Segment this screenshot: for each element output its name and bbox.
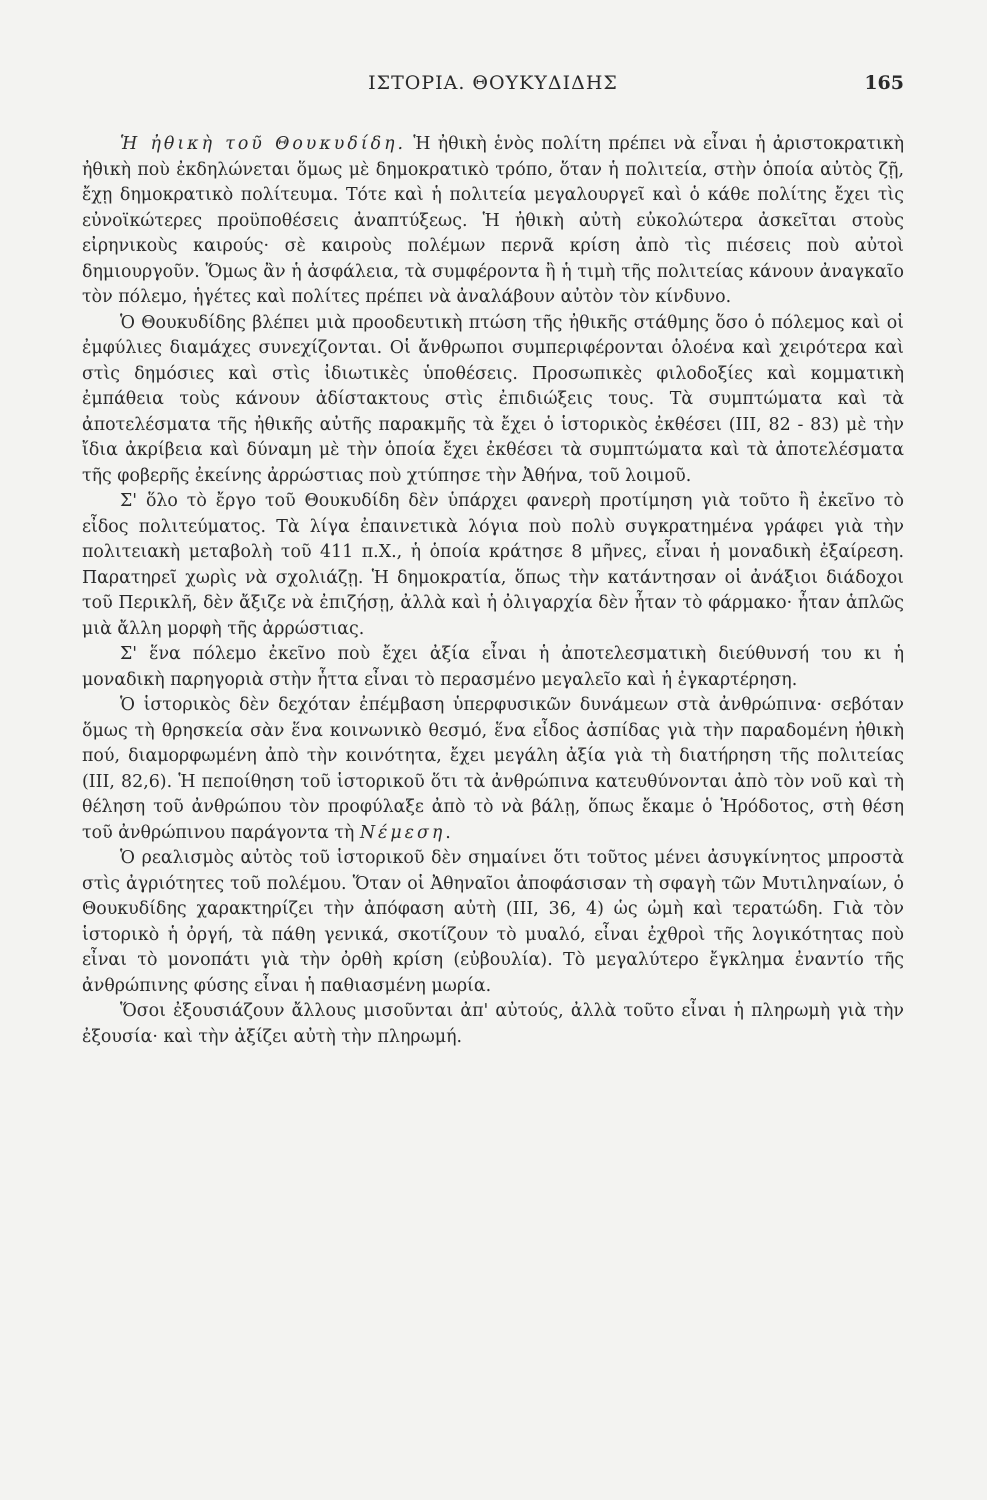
page-number: 165 — [864, 72, 904, 94]
paragraph: Ὅσοι ἐξουσιάζουν ἄλλους μισοῦνται ἀπ' αὐτούς, ἀλλὰ τοῦτο εἶναι ἡ πληρωμὴ γιὰ τὴν ἐξουσία· καὶ τὴν ἀξίζει αὐτὴ τὴν πληρωμή. — [82, 1001, 904, 1047]
sentence-end: . — [445, 822, 451, 843]
running-title: ΙΣΤΟΡΙΑ. ΘΟΥΚΥΔΙΔΗΣ — [368, 72, 618, 94]
paragraph: Σ' ἕνα πόλεμο ἐκεῖνο ποὺ ἔχει ἀξία εἶναι ἡ ἀποτελεσματικὴ διεύθυνσή του κι ἡ μοναδικὴ παρηγοριὰ στὴν ἧττα εἶναι τὸ περασμένο μεγαλεῖο καὶ ἡ ἐγκαρτέρηση. — [82, 644, 904, 690]
nemesis-word: Νέμεση — [359, 822, 446, 843]
paragraph-ethics — [82, 132, 904, 311]
section-heading: Ἡ ἠθικὴ τοῦ Θουκυδίδη. — [120, 134, 407, 154]
page-header — [82, 72, 904, 106]
paragraph: Ὁ Θουκυδίδης βλέπει μιὰ προοδευτικὴ πτώση τῆς ἠθικῆς στάθμης ὅσο ὁ πόλεμος καὶ οἱ ἐμφύλιες διαμάχες συνεχίζονται. Οἱ ἄνθρωποι συμπεριφέρονται ὁλοένα καὶ χειρότερα καὶ στὶς δημόσιες καὶ στὶς ἰδιωτικὲς ὑποθέσεις. Προσωπικὲς φιλοδοξίες καὶ κομματικὴ ἐμπάθεια τοὺς κάνουν ἀδίστακτους στὶς ἐπιδιώξεις τους. Τὰ συμπτώματα καὶ τὰ ἀποτελέσματα τῆς ἠθικῆς αὐτῆς παρακμῆς τὰ ἔχει ὁ ἱστορικὸς ἐκθέσει (III, 82 - 83) μὲ τὴν ἴδια ἀκρίβεια καὶ δύναμη μὲ τὴν ὁποία ἔχει ἐκθέσει τὰ συμπτώματα καὶ τὰ ἀποτελέσματα τῆς φοβερῆς ἐκείνης ἀρρώστιας ποὺ χτύπησε τὴν Ἀθήνα, τοῦ λοιμοῦ. — [82, 312, 904, 486]
paragraph: Ὁ ρεαλισμὸς αὐτὸς τοῦ ἱστορικοῦ δὲν σημαίνει ὅτι τοῦτος μένει ἀσυγκίνητος μπροστὰ στὶς ἀγριότητες τοῦ πολέμου. Ὅταν οἱ Ἀθηναῖοι ἀποφάσισαν τὴ σφαγὴ τῶν Μυτιληναίων, ὁ Θουκυδίδης χαρακτηρίζει τὴν ἀπόφαση αὐτὴ (III, 36, 4) ὡς ὠμὴ καὶ τερατώδη. Γιὰ τὸν ἱστορικὸ ἡ ὀργή, τὰ πάθη γενικά, σκοτίζουν τὸ μυαλό, εἶναι ἐχθροὶ τῆς λογικότητας ποὺ εἶναι τὸ μονοπάτι γιὰ τὴν ὀρθὴ κρίση (εὐβουλία). Τὸ μεγαλύτερο ἔγκλημα ἐναντίο τῆς ἀνθρώπινης φύσης εἶναι ἡ παθιασμένη μωρία. — [82, 848, 904, 996]
paragraph-text: Ἡ ἠθικὴ ἑνὸς πολίτη πρέπει νὰ εἶναι ἡ ἀριστοκρατικὴ ἠθικὴ ποὺ ἐκδηλώνεται ὅμως μὲ δημοκρατικὸ τρόπο, ὅταν ἡ πολιτεία, στὴν ὁποία αὐτὸς ζῇ, ἔχῃ δημοκρατικὸ πολίτευμα. Τότε καὶ ἡ πολιτεία μεγαλουργεῖ καὶ ὁ κάθε πολίτης ἔχει τὶς εὐνοϊκώτερες προϋποθέσεις ἀναπτύξεως. Ἡ ἠθικὴ αὐτὴ εὐκολώτερα ἀσκεῖται στοὺς εἰρηνικοὺς καιρούς· σὲ καιροὺς πολέμων περνᾶ κρίση ἀπὸ τὶς πιέσεις ποὺ αὐτοὶ δημιουργοῦν. Ὅμως ἂν ἡ ἀσφάλεια, τὰ συμφέροντα ἢ ἡ τιμὴ τῆς πολιτείας κάνουν ἀναγκαῖο τὸν πόλεμο, ἡγέτες καὶ πολίτες πρέπει νὰ ἀναλάβουν αὐτὸν τὸν κίνδυνο. — [82, 134, 905, 307]
body-text — [82, 132, 904, 1050]
paragraph-text: Ὁ ἱστορικὸς δὲν δεχόταν ἐπέμβαση ὑπερφυσικῶν δυνάμεων στὰ ἀνθρώπινα· σεβόταν ὅμως τὴ θρησκεία σὰν ἕνα κοινωνικὸ θεσμό, ἕνα εἶδος ἀσπίδας γιὰ τὴν παραδομένη ἠθικὴ πού, διαμορφωμένη ἀπὸ τὴν κοινότητα, ἔχει μεγάλη ἀξία γιὰ τὴ διατήρηση τῆς πολιτείας (III, 82,6). Ἡ πεποίθηση τοῦ ἱστορικοῦ ὅτι τὰ ἀνθρώπινα κατευθύνονται ἀπὸ τὸν νοῦ καὶ τὴ θέληση τοῦ ἀνθρώπου τὸν προφύλαξε ἀπὸ τὸ νὰ βάλῃ, ὅπως ἔκαμε ὁ Ἡρόδοτος, στὴ θέση τοῦ ἀνθρώπινου παράγοντα τὴ — [82, 695, 904, 843]
paragraph-religion — [82, 693, 904, 846]
paragraph: Σ' ὅλο τὸ ἔργο τοῦ Θουκυδίδη δὲν ὑπάρχει φανερὴ προτίμηση γιὰ τοῦτο ἢ ἐκεῖνο τὸ εἶδος πολιτεύματος. Τὰ λίγα ἐπαινετικὰ λόγια ποὺ πολὺ συγκρατημένα γράφει γιὰ τὴν πολιτειακὴ μεταβολὴ τοῦ 411 π.Χ., ἡ ὁποία κράτησε 8 μῆνες, εἶναι ἡ μοναδικὴ ἐξαίρεση. Παρατηρεῖ χωρὶς νὰ σχολιάζῃ. Ἡ δημοκρατία, ὅπως τὴν κατάντησαν οἱ ἀνάξιοι διάδοχοι τοῦ Περικλῆ, δὲν ἄξιζε νὰ ἐπιζήσῃ, ἀλλὰ καὶ ἡ ὀλιγαρχία δὲν ἦταν τὸ φάρμακο· ἦταν ἁπλῶς μιὰ ἄλλη μορφὴ τῆς ἀρρώστιας. — [82, 491, 904, 639]
